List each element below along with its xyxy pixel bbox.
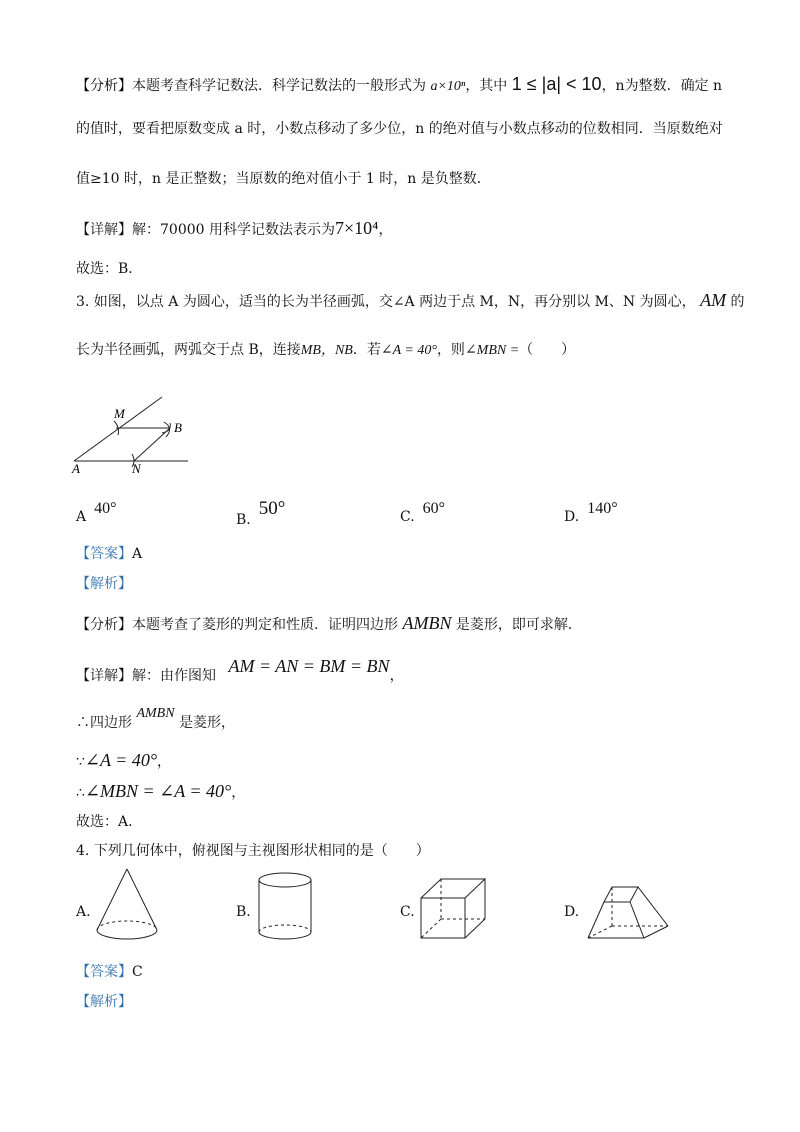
q3-option-c[interactable] <box>400 500 446 526</box>
option-value: 50° <box>258 498 286 519</box>
stem-math: ∠MBN = <box>464 343 520 358</box>
q4-option-c[interactable] <box>400 904 415 920</box>
option-letter: B. <box>236 512 251 528</box>
q3-option-a[interactable] <box>76 500 117 526</box>
q3-jiexi-label: 【解析】 <box>76 576 132 592</box>
q3-figure <box>66 395 196 475</box>
analysis-text: 本题考查科学记数法．科学记数法的一般形式为 <box>132 78 426 94</box>
answer-value: C <box>132 964 143 980</box>
analysis-text: ，n为整数．确定 n <box>601 78 723 94</box>
q2-analysis-line1 <box>76 74 722 97</box>
q2-analysis-line2: 的值时，要看把原数变成 a 时，小数点移动了多少位，n 的绝对值与小数点移动的位数相同．当原数绝对 <box>76 121 723 137</box>
q4-option-d[interactable] <box>564 904 579 920</box>
detail-text: 解：70000 用科学记数法表示为 <box>132 222 335 238</box>
analysis-text: ，其中 <box>465 78 508 94</box>
answer-value: A <box>132 546 143 562</box>
q2-analysis-line3: 值≥10 时，n 是正整数；当原数的绝对值小于 1 时，n 是负整数． <box>76 171 491 187</box>
detail-punct: ， <box>378 222 393 238</box>
stem-math: AM <box>700 290 727 310</box>
option-letter: D. <box>564 509 580 525</box>
q2-detail <box>76 218 392 240</box>
step-text: ， <box>157 754 172 770</box>
answer-label: 【答案】 <box>76 964 132 980</box>
option-letter: C. <box>400 904 415 920</box>
step-math: ∠A = 40° <box>84 750 158 770</box>
stem-text: 的 <box>730 294 745 310</box>
option-value: 60° <box>422 500 446 517</box>
q3-stem-line1 <box>76 290 745 312</box>
label-b: B <box>174 420 182 435</box>
q3-option-b[interactable] <box>236 498 286 530</box>
q3-step2 <box>76 750 171 772</box>
q4-stem: 4. 下列几何体中，俯视图与主视图形状相同的是（ ） <box>76 843 430 859</box>
answer-label: 【答案】 <box>76 546 132 562</box>
label-m: M <box>114 406 125 421</box>
detail-value: 7×10⁴ <box>335 218 379 238</box>
option-letter: B. <box>236 904 251 920</box>
stem-text: 3. 如图，以点 A 为圆心，适当的长为半径画弧，交∠A 两边于点 M，N，再分别以 M、N 为圆心， <box>76 294 696 310</box>
q4-option-b[interactable] <box>236 904 251 920</box>
analysis-label: 【分析】 <box>76 617 132 633</box>
step-text: ∵ <box>76 754 85 770</box>
q3-analysis <box>76 613 582 635</box>
stem-text: ．若 <box>352 342 381 358</box>
q2-choice: 故选：B． <box>76 261 143 277</box>
option-value: 140° <box>587 500 618 517</box>
option-letter: C. <box>400 509 415 525</box>
label-n: N <box>132 461 141 475</box>
stem-text: 长为半径画弧，两弧交于点 B，连接 <box>76 342 301 358</box>
stem-math: ∠A = 40° <box>380 343 437 358</box>
q3-step1 <box>76 706 236 734</box>
q4-jiexi-label: 【解析】 <box>76 994 132 1010</box>
sci-formula: a×10ⁿ <box>430 79 466 94</box>
step-text: ∴ <box>76 785 85 801</box>
analysis-text: 是菱形，即可求解． <box>455 617 582 633</box>
option-letter: A. <box>76 904 91 920</box>
analysis-label: 【分析】 <box>76 78 132 94</box>
option-letter: D. <box>564 904 580 920</box>
detail-text: 解：由作图知 <box>132 668 216 684</box>
cone-icon <box>94 866 160 944</box>
step-text: 是菱形， <box>179 715 236 731</box>
step-text: ∴四边形 <box>76 715 132 731</box>
detail-math: AM = AN = BM = BN <box>228 656 390 676</box>
stem-math: MB，NB <box>300 343 353 358</box>
detail-label: 【详解】 <box>76 222 132 238</box>
step-math: AMBN <box>136 706 175 721</box>
q3-choice: 故选：A． <box>76 814 143 830</box>
step-math: ∠MBN = ∠A = 40° <box>84 781 232 801</box>
range-expression: 1 ≤ |a| < 10 <box>511 74 602 94</box>
q3-answer <box>76 544 142 564</box>
detail-label: 【详解】 <box>76 668 132 684</box>
q3-step3 <box>76 781 245 803</box>
label-a: A <box>72 461 80 475</box>
q4-answer <box>76 962 143 982</box>
detail-punct: ， <box>389 668 404 684</box>
q3-detail <box>76 656 404 686</box>
q4-option-a[interactable] <box>76 904 91 920</box>
stem-text: ，则 <box>436 342 465 358</box>
q3-stem-line2 <box>76 340 575 361</box>
step-text: ， <box>231 785 246 801</box>
option-letter: A <box>76 509 87 525</box>
analysis-math: AMBN <box>402 613 452 633</box>
frustum-icon <box>582 884 674 942</box>
stem-text: （ ） <box>519 342 576 358</box>
option-value: 40° <box>94 500 117 517</box>
q3-option-d[interactable] <box>564 500 618 526</box>
cylinder-icon <box>256 870 314 944</box>
analysis-text: 本题考查了菱形的判定和性质．证明四边形 <box>132 617 398 633</box>
cube-icon <box>418 876 490 942</box>
